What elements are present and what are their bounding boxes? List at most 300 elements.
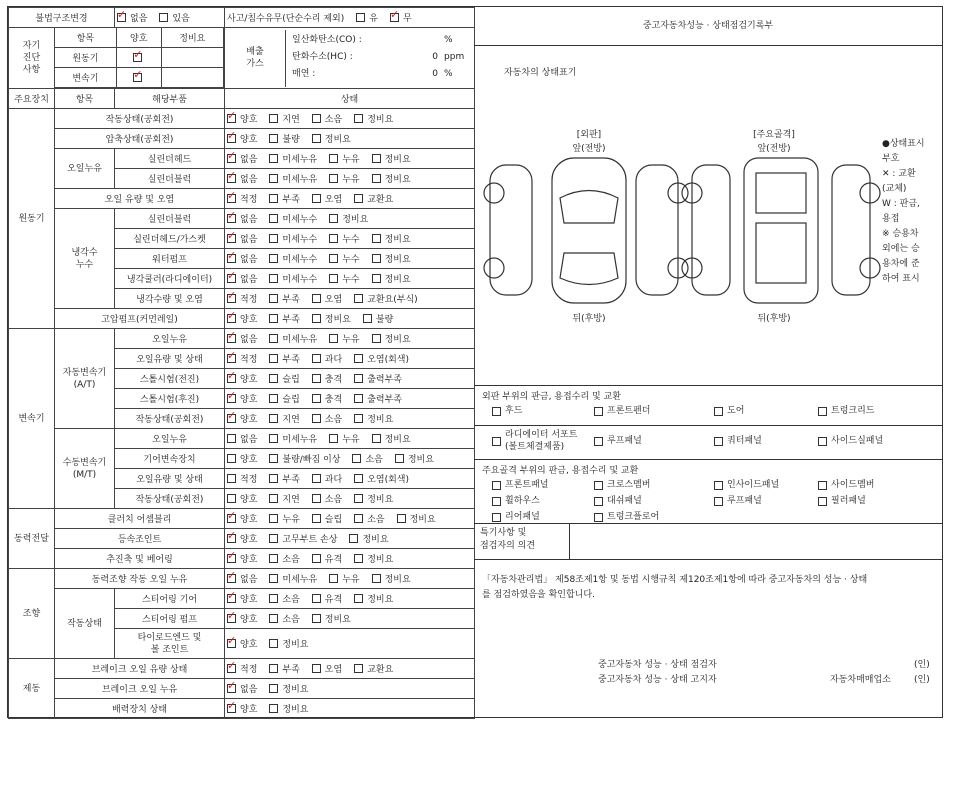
option[interactable] — [349, 532, 388, 545]
unchecked-checkbox[interactable] — [312, 494, 321, 503]
option[interactable] — [269, 232, 317, 245]
option-label: 소음 — [367, 515, 385, 525]
unchecked-checkbox[interactable] — [354, 474, 363, 483]
unchecked-checkbox[interactable] — [372, 254, 381, 263]
option[interactable] — [227, 572, 257, 585]
option[interactable] — [329, 572, 359, 585]
option[interactable] — [372, 252, 411, 265]
unchecked-checkbox[interactable] — [269, 614, 278, 623]
option[interactable] — [372, 332, 411, 345]
checked-checkbox[interactable] — [227, 374, 236, 383]
option[interactable] — [312, 612, 351, 625]
unchecked-checkbox[interactable] — [312, 314, 321, 323]
option[interactable] — [354, 662, 393, 675]
unchecked-checkbox[interactable] — [312, 414, 321, 423]
checked-checkbox[interactable] — [227, 114, 236, 123]
option[interactable] — [269, 552, 299, 565]
panel-option[interactable] — [492, 511, 594, 523]
option-group — [227, 612, 472, 625]
option[interactable] — [269, 452, 340, 465]
option[interactable] — [329, 152, 359, 165]
unchecked-checkbox[interactable] — [269, 134, 278, 143]
option[interactable] — [354, 592, 393, 605]
unchecked-checkbox[interactable] — [492, 481, 501, 490]
item-name: 오일누유 — [115, 329, 225, 349]
option[interactable] — [312, 192, 342, 205]
unchecked-checkbox[interactable] — [269, 474, 278, 483]
unchecked-checkbox[interactable] — [312, 114, 321, 123]
option-label: 오염 — [324, 295, 343, 305]
checked-checkbox[interactable] — [227, 684, 236, 693]
check-row — [9, 549, 475, 569]
unchecked-checkbox[interactable] — [312, 394, 321, 403]
option[interactable] — [329, 432, 359, 445]
unchecked-checkbox[interactable] — [818, 437, 827, 446]
option[interactable] — [354, 112, 393, 125]
option[interactable] — [227, 112, 257, 125]
unchecked-checkbox[interactable] — [329, 234, 338, 243]
unchecked-checkbox[interactable] — [269, 234, 278, 243]
unchecked-checkbox[interactable] — [354, 374, 363, 383]
checked-checkbox[interactable] — [227, 334, 236, 343]
unchecked-checkbox[interactable] — [372, 334, 381, 343]
unchecked-checkbox[interactable] — [354, 514, 363, 523]
option[interactable] — [269, 172, 317, 185]
option[interactable] — [227, 172, 257, 185]
option[interactable] — [227, 292, 257, 305]
option-label: 교환요 — [367, 665, 394, 675]
option[interactable] — [269, 532, 337, 545]
option-label: 부족 — [282, 315, 300, 325]
option[interactable] — [312, 372, 342, 385]
option[interactable] — [354, 412, 393, 425]
checked-checkbox[interactable] — [133, 53, 142, 62]
unchecked-checkbox[interactable] — [269, 254, 278, 263]
option[interactable] — [354, 552, 393, 565]
option[interactable] — [372, 572, 411, 585]
panel-option[interactable] — [714, 429, 818, 453]
option[interactable] — [269, 412, 299, 425]
panel-option[interactable] — [714, 479, 818, 491]
option[interactable] — [312, 412, 342, 425]
option[interactable] — [329, 252, 359, 265]
option[interactable] — [329, 212, 368, 225]
option[interactable] — [227, 432, 257, 445]
option[interactable] — [227, 152, 257, 165]
unchecked-checkbox[interactable] — [329, 254, 338, 263]
option[interactable] — [269, 637, 308, 650]
unchecked-checkbox[interactable] — [269, 174, 278, 183]
checked-checkbox[interactable] — [227, 194, 236, 203]
option[interactable] — [354, 492, 393, 505]
option[interactable] — [269, 212, 317, 225]
unchecked-checkbox[interactable] — [312, 594, 321, 603]
checked-checkbox[interactable] — [227, 574, 236, 583]
unchecked-checkbox[interactable] — [312, 614, 321, 623]
unchecked-checkbox[interactable] — [492, 497, 501, 506]
option[interactable] — [227, 332, 257, 345]
checked-checkbox[interactable] — [390, 13, 399, 22]
checked-checkbox[interactable] — [227, 534, 236, 543]
unchecked-checkbox[interactable] — [354, 394, 363, 403]
unchecked-checkbox[interactable] — [269, 334, 278, 343]
outer-panel-grid — [474, 405, 942, 417]
unchecked-checkbox[interactable] — [269, 294, 278, 303]
checked-checkbox[interactable] — [227, 594, 236, 603]
unchecked-checkbox[interactable] — [594, 437, 603, 446]
checked-checkbox[interactable] — [227, 414, 236, 423]
unchecked-checkbox[interactable] — [312, 374, 321, 383]
unchecked-checkbox[interactable] — [269, 594, 278, 603]
panel-option[interactable] — [714, 495, 818, 507]
option[interactable] — [227, 392, 257, 405]
option[interactable] — [227, 132, 257, 145]
option[interactable] — [269, 702, 308, 715]
unchecked-checkbox[interactable] — [312, 474, 321, 483]
unchecked-checkbox[interactable] — [269, 374, 278, 383]
unchecked-checkbox[interactable] — [269, 494, 278, 503]
panel-option[interactable] — [594, 479, 714, 491]
unchecked-checkbox[interactable] — [269, 114, 278, 123]
checked-checkbox[interactable] — [227, 554, 236, 563]
option[interactable] — [352, 452, 382, 465]
option[interactable] — [227, 552, 257, 565]
option[interactable] — [269, 612, 299, 625]
unchecked-checkbox[interactable] — [269, 514, 278, 523]
option-label: 없음 — [240, 235, 258, 245]
unchecked-checkbox[interactable] — [372, 274, 381, 283]
option[interactable] — [269, 192, 299, 205]
item-name: 스티어링 펌프 — [115, 609, 225, 629]
unchecked-checkbox[interactable] — [354, 294, 363, 303]
unchecked-checkbox[interactable] — [312, 294, 321, 303]
self-diag-ok[interactable] — [116, 68, 161, 88]
panel-option[interactable] — [492, 405, 594, 417]
unchecked-checkbox[interactable] — [329, 274, 338, 283]
option[interactable] — [227, 252, 257, 265]
unchecked-checkbox[interactable] — [714, 497, 723, 506]
option[interactable] — [354, 512, 384, 525]
unchecked-checkbox[interactable] — [372, 434, 381, 443]
unchecked-checkbox[interactable] — [594, 407, 603, 416]
option[interactable] — [395, 452, 434, 465]
unchecked-checkbox[interactable] — [269, 214, 278, 223]
option[interactable] — [227, 592, 257, 605]
checked-checkbox[interactable] — [227, 274, 236, 283]
unchecked-checkbox[interactable] — [329, 334, 338, 343]
unchecked-checkbox[interactable] — [269, 434, 278, 443]
panel-option[interactable] — [594, 429, 714, 453]
unchecked-checkbox[interactable] — [395, 454, 404, 463]
option[interactable] — [372, 172, 411, 185]
unchecked-checkbox[interactable] — [818, 481, 827, 490]
option[interactable] — [227, 472, 257, 485]
unchecked-checkbox[interactable] — [492, 513, 501, 522]
unchecked-checkbox[interactable] — [312, 554, 321, 563]
unchecked-checkbox[interactable] — [227, 454, 236, 463]
option[interactable] — [397, 512, 436, 525]
option[interactable] — [117, 11, 147, 24]
option[interactable] — [227, 192, 257, 205]
unchecked-checkbox[interactable] — [818, 497, 827, 506]
checked-checkbox[interactable] — [133, 73, 142, 82]
unchecked-checkbox[interactable] — [269, 314, 278, 323]
option[interactable] — [227, 492, 257, 505]
unchecked-checkbox[interactable] — [269, 664, 278, 673]
checked-checkbox[interactable] — [227, 314, 236, 323]
option-group — [227, 682, 472, 695]
option[interactable] — [227, 702, 257, 715]
option[interactable] — [354, 372, 402, 385]
checked-checkbox[interactable] — [227, 174, 236, 183]
panel-option[interactable] — [818, 429, 928, 453]
option[interactable] — [354, 472, 409, 485]
option[interactable] — [356, 11, 378, 24]
panel-option[interactable] — [492, 495, 594, 507]
checked-checkbox[interactable] — [117, 13, 126, 22]
option[interactable] — [227, 232, 257, 245]
panel-option[interactable] — [594, 495, 714, 507]
option[interactable] — [372, 152, 411, 165]
unchecked-checkbox[interactable] — [354, 354, 363, 363]
option[interactable] — [390, 11, 412, 24]
option[interactable] — [227, 512, 257, 525]
option[interactable] — [269, 252, 317, 265]
unchecked-checkbox[interactable] — [269, 194, 278, 203]
checked-checkbox[interactable] — [227, 514, 236, 523]
self-diag-header-cell: 항목 — [55, 28, 116, 48]
unchecked-checkbox[interactable] — [329, 174, 338, 183]
unchecked-checkbox[interactable] — [312, 194, 321, 203]
option-label: 미세누수 — [282, 215, 318, 225]
unchecked-checkbox[interactable] — [354, 594, 363, 603]
self-diag-ok[interactable] — [116, 48, 161, 68]
option[interactable] — [312, 552, 342, 565]
option[interactable] — [227, 352, 257, 365]
self-diag-repair[interactable] — [161, 68, 223, 88]
option[interactable] — [372, 232, 411, 245]
option[interactable] — [269, 512, 299, 525]
panel-option[interactable] — [818, 479, 928, 491]
panel-option[interactable] — [818, 495, 928, 507]
checked-checkbox[interactable] — [227, 294, 236, 303]
unchecked-checkbox[interactable] — [354, 664, 363, 673]
option[interactable] — [227, 212, 257, 225]
unchecked-checkbox[interactable] — [372, 574, 381, 583]
panel-option[interactable] — [492, 429, 594, 453]
unchecked-checkbox[interactable] — [714, 407, 723, 416]
unchecked-checkbox[interactable] — [269, 574, 278, 583]
option[interactable] — [269, 572, 317, 585]
checked-checkbox[interactable] — [227, 254, 236, 263]
option[interactable] — [372, 272, 411, 285]
option[interactable] — [269, 332, 317, 345]
unchecked-checkbox[interactable] — [269, 534, 278, 543]
option[interactable] — [312, 472, 342, 485]
checked-checkbox[interactable] — [227, 354, 236, 363]
panel-option-label: 트렁크플로어 — [607, 512, 660, 522]
unchecked-checkbox[interactable] — [354, 194, 363, 203]
option[interactable] — [312, 312, 351, 325]
unchecked-checkbox[interactable] — [269, 394, 278, 403]
unchecked-checkbox[interactable] — [312, 134, 321, 143]
unchecked-checkbox[interactable] — [329, 154, 338, 163]
option[interactable] — [269, 352, 299, 365]
option[interactable] — [227, 662, 257, 675]
panel-option-label: 휠하우스 — [505, 496, 540, 506]
main-header-cell: 항목 — [55, 89, 115, 109]
option[interactable] — [227, 452, 257, 465]
unchecked-checkbox[interactable] — [227, 474, 236, 483]
checked-checkbox[interactable] — [227, 394, 236, 403]
unchecked-checkbox[interactable] — [354, 494, 363, 503]
option[interactable] — [269, 432, 317, 445]
unchecked-checkbox[interactable] — [594, 497, 603, 506]
option[interactable] — [312, 512, 342, 525]
option[interactable] — [227, 682, 257, 695]
option[interactable] — [227, 272, 257, 285]
unchecked-checkbox[interactable] — [159, 13, 168, 22]
option[interactable] — [227, 312, 257, 325]
unchecked-checkbox[interactable] — [397, 514, 406, 523]
special-notes-field[interactable] — [570, 523, 942, 559]
unchecked-checkbox[interactable] — [329, 574, 338, 583]
checked-checkbox[interactable] — [227, 614, 236, 623]
option[interactable] — [312, 132, 351, 145]
car-windshield — [560, 191, 618, 224]
item-name: 오일유량 및 상태 — [115, 469, 225, 489]
unchecked-checkbox[interactable] — [492, 437, 501, 446]
option[interactable] — [269, 132, 299, 145]
unchecked-checkbox[interactable] — [269, 639, 278, 648]
option[interactable] — [269, 492, 299, 505]
unchecked-checkbox[interactable] — [818, 407, 827, 416]
option[interactable] — [159, 11, 189, 24]
special-notes-label: 특기사항 및 점검자의 의견 — [474, 523, 570, 559]
unchecked-checkbox[interactable] — [372, 174, 381, 183]
option[interactable] — [363, 312, 393, 325]
unchecked-checkbox[interactable] — [354, 554, 363, 563]
option[interactable] — [354, 292, 418, 305]
unchecked-checkbox[interactable] — [269, 414, 278, 423]
self-diag-repair[interactable] — [161, 48, 223, 68]
option[interactable] — [329, 232, 359, 245]
panel-option[interactable] — [594, 405, 714, 417]
unchecked-checkbox[interactable] — [312, 354, 321, 363]
unchecked-checkbox[interactable] — [329, 214, 338, 223]
unchecked-checkbox[interactable] — [714, 481, 723, 490]
check-row — [9, 149, 475, 169]
unchecked-checkbox[interactable] — [329, 434, 338, 443]
option[interactable] — [354, 192, 393, 205]
option[interactable] — [227, 637, 257, 650]
checked-checkbox[interactable] — [227, 134, 236, 143]
unchecked-checkbox[interactable] — [372, 234, 381, 243]
unchecked-checkbox[interactable] — [269, 684, 278, 693]
option[interactable] — [329, 172, 359, 185]
unchecked-checkbox[interactable] — [356, 13, 365, 22]
checked-checkbox[interactable] — [227, 154, 236, 163]
option-label: 부족 — [282, 355, 300, 365]
item-name: 냉각수량 및 오염 — [115, 289, 225, 309]
unchecked-checkbox[interactable] — [354, 414, 363, 423]
option[interactable] — [372, 432, 411, 445]
option[interactable] — [354, 392, 402, 405]
unchecked-checkbox[interactable] — [269, 154, 278, 163]
unchecked-checkbox[interactable] — [363, 314, 372, 323]
option-label: 오염 — [324, 195, 343, 205]
checked-checkbox[interactable] — [227, 234, 236, 243]
option[interactable] — [312, 352, 342, 365]
checked-checkbox[interactable] — [227, 704, 236, 713]
option[interactable] — [227, 372, 257, 385]
option[interactable] — [312, 292, 342, 305]
unchecked-checkbox[interactable] — [714, 437, 723, 446]
checked-checkbox[interactable] — [227, 639, 236, 648]
option[interactable] — [269, 152, 317, 165]
unchecked-checkbox[interactable] — [312, 514, 321, 523]
option[interactable] — [269, 392, 299, 405]
option[interactable] — [312, 592, 342, 605]
option[interactable] — [312, 662, 342, 675]
unchecked-checkbox[interactable] — [492, 407, 501, 416]
unchecked-checkbox[interactable] — [269, 454, 278, 463]
special-notes-section — [474, 523, 942, 560]
unchecked-checkbox[interactable] — [269, 704, 278, 713]
option[interactable] — [227, 412, 257, 425]
unchecked-checkbox[interactable] — [227, 494, 236, 503]
unchecked-checkbox[interactable] — [372, 154, 381, 163]
option[interactable] — [269, 112, 299, 125]
unchecked-checkbox[interactable] — [269, 274, 278, 283]
unchecked-checkbox[interactable] — [269, 554, 278, 563]
option[interactable] — [312, 492, 342, 505]
option[interactable] — [269, 682, 308, 695]
option[interactable] — [269, 292, 299, 305]
option[interactable] — [227, 532, 257, 545]
option[interactable] — [269, 372, 299, 385]
option[interactable] — [269, 312, 299, 325]
unchecked-checkbox[interactable] — [349, 534, 358, 543]
unchecked-checkbox[interactable] — [352, 454, 361, 463]
option[interactable] — [329, 272, 359, 285]
option[interactable] — [329, 332, 359, 345]
option[interactable] — [269, 662, 299, 675]
option-group — [227, 552, 472, 565]
option[interactable] — [312, 112, 342, 125]
unchecked-checkbox[interactable] — [227, 434, 236, 443]
option[interactable] — [269, 592, 299, 605]
option[interactable] — [269, 472, 299, 485]
unchecked-checkbox[interactable] — [594, 481, 603, 490]
unchecked-checkbox[interactable] — [354, 114, 363, 123]
panel-option[interactable] — [818, 405, 928, 417]
checked-checkbox[interactable] — [227, 214, 236, 223]
unchecked-checkbox[interactable] — [312, 664, 321, 673]
panel-option[interactable] — [492, 479, 594, 491]
checked-checkbox[interactable] — [227, 664, 236, 673]
panel-option-label: 라디에이터 서포트 (볼트체결제품) — [505, 430, 578, 452]
panel-option[interactable] — [714, 405, 818, 417]
option[interactable] — [354, 352, 409, 365]
panel-option[interactable] — [594, 511, 714, 523]
status-options — [225, 529, 475, 549]
unchecked-checkbox[interactable] — [269, 354, 278, 363]
option[interactable] — [227, 612, 257, 625]
unchecked-checkbox[interactable] — [594, 513, 603, 522]
option[interactable] — [269, 272, 317, 285]
option[interactable] — [312, 392, 342, 405]
